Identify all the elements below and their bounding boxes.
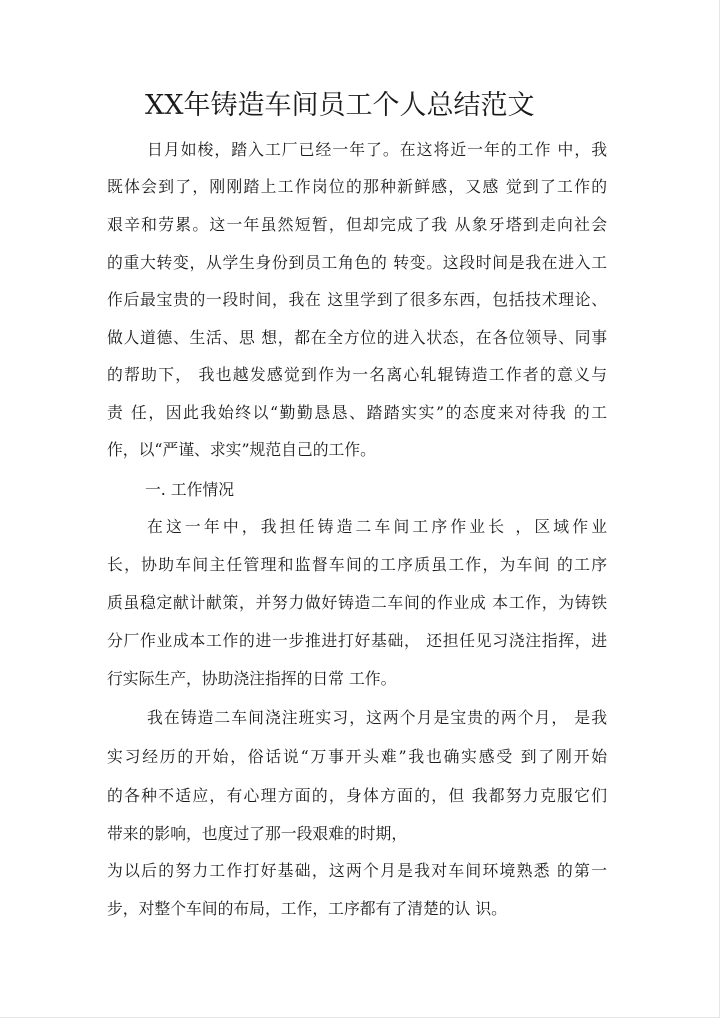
text-line: 我在铸造二车间浇注班实习，这两个月是宝贵的两个月， 是我 — [147, 708, 607, 727]
text-line: 艰辛和劳累。这一年虽然短暂，但却完成了我 从象牙塔到走向社会 — [107, 215, 607, 234]
text-line: 作后最宝贵的一段时间，我在 这里学到了很多东西，包括技术理论、 — [107, 290, 607, 309]
document-title: XX年铸造车间员工个人总结范文 — [145, 90, 535, 121]
text-line: 步，对整个车间的布局，工作，工序都有了清楚的认 识。 — [107, 899, 507, 918]
text-line: 长，协助车间主任管理和监督车间的工序质虽工作，为车间 的工序 — [107, 555, 607, 574]
text-line: 实习经历的开始，俗话说“万事开头难”我也确实感受 到了刚开始 — [107, 747, 607, 766]
section-heading: 一. 工作情况 — [145, 480, 235, 499]
text-line: 的各种不适应，有心理方面的，身体方面的，但 我都努力克服它们 — [107, 786, 607, 805]
text-line: 带来的影响，也度过了那一段艰难的时期， — [107, 824, 408, 843]
text-line: 的重大转变，从学生身份到员工角色的 转变。这段时间是我在进入工 — [107, 253, 607, 272]
text-line: 为以后的努力工作打好基础，这两个月是我对车间环境熟悉 的第一 — [107, 861, 607, 880]
text-line: 行实际生产，协助浇注指挥的日常 工作。 — [107, 669, 397, 688]
text-line: 日月如梭，踏入工厂已经一年了。在这将近一年的工作 中，我 — [147, 140, 607, 159]
text-line: 责 任，因此我始终以“勤勤恳恳、踏踏实实”的态度来对待我 的工 — [107, 403, 607, 422]
text-line: 分厂作业成本工作的进一步推进打好基础， 还担任见习浇注指挥，进 — [107, 631, 607, 650]
text-line: 作，以“严谨、求实”规范自己的工作。 — [107, 440, 376, 459]
text-line: 质虽稳定献计献策，并努力做好铸造二车间的作业成 本工作，为铸铁 — [107, 593, 607, 612]
text-line: 的帮助下， 我也越发感觉到作为一名离心轧辊铸造工作者的意义与 — [107, 365, 607, 384]
text-line: 做人道德、生活、思 想，都在全方位的进入状态，在各位领导、同事 — [107, 328, 607, 347]
text-line: 既体会到了，刚刚踏上工作岗位的那种新鲜感，又感 觉到了工作的 — [107, 177, 607, 196]
text-line: 在这一年中，我担任铸造二车间工序作业长 ，区域作业 — [147, 517, 607, 536]
